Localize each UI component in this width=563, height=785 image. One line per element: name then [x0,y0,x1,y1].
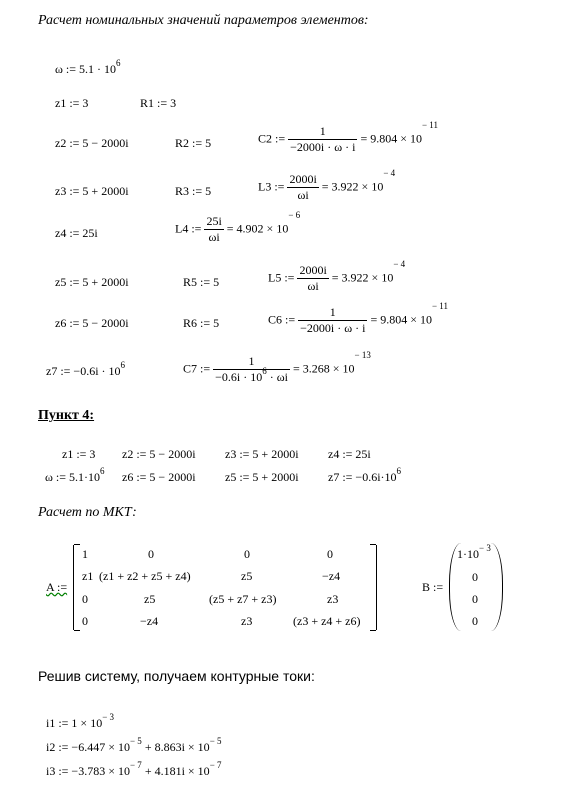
z4-definition: z4 := 25i [55,226,98,240]
solve-text: Решив систему, получаем контурные токи: [38,668,315,684]
l4-lhs: L4 := [175,221,202,236]
p4-z4: z4 := 25i [328,447,371,461]
p4-z3: z3 := 5 + 2000i [225,447,299,461]
l3-exp: − 4 [383,168,396,178]
c7-result: = 3.268 × 10 [292,361,355,376]
c6-fraction [298,305,367,336]
matrix-a-cell: 0 [244,547,250,561]
l5-lhs: L5 := [268,270,295,285]
c2-denominator: −2000i · ω · i [290,140,356,154]
c2-exp: − 11 [421,120,438,130]
p4-z1: z1 := 3 [62,447,96,461]
l5-result: = 3.922 × 10 [331,270,394,285]
i1-exp: − 3 [102,712,115,722]
l4-fraction [204,214,223,245]
punkt4-title: Пункт 4: [38,408,95,423]
matrix-a-cell: (z3 + z4 + z6) [293,614,361,628]
p4-omega [45,466,105,485]
matrix-a-cell: 1 [82,547,88,561]
i2-real: i2 := −6.447 × 10 [46,740,130,754]
l3-fraction [287,172,318,203]
z6-definition: z6 := 5 − 2000i [55,316,129,330]
vector-b-cell: 0 [472,592,478,606]
l4-formula [175,210,301,245]
c7-den-exp: 6 [262,366,267,376]
vector-b-exp: − 3 [479,543,491,553]
p4-z5: z5 := 5 + 2000i [225,470,299,484]
c6-exp: − 11 [431,301,448,311]
c7-den-a: −0.6i · 10 [215,370,263,384]
p4-z7 [328,466,402,485]
vector-b-cell: 0 [472,570,478,584]
l4-denominator: ωi [208,230,220,244]
section-heading: Расчет номинальных значений параметров элементов: [38,13,369,28]
l5-formula [268,259,406,294]
matrix-a-cell: 0 [327,547,333,561]
current-i2 [46,736,222,755]
mkt-heading: Расчет по МКТ: [38,505,137,520]
c7-den-b: · ωi [266,370,288,384]
c6-numerator: 1 [298,305,367,321]
l5-denominator: ωi [307,279,319,293]
z7-definition [46,360,126,379]
l5-fraction [297,263,328,294]
c2-fraction [288,124,357,155]
current-i3 [46,760,222,779]
i3-imag-exp: − 7 [209,760,222,770]
c2-numerator: 1 [288,124,357,140]
i3-imag: + 4.181i × 10 [141,764,210,778]
matrix-a-name: A := [46,580,68,594]
matrix-a-cell: 0 [148,547,154,561]
matrix-a [73,545,377,630]
i1-value: i1 := 1 × 10 [46,716,103,730]
vector-b-cell [457,543,491,562]
vector-b-label: B := [422,580,444,594]
i3-real: i3 := −3.783 × 10 [46,764,130,778]
c7-lhs: C7 := [183,361,211,376]
omega-definition [55,58,121,77]
p4-z2: z2 := 5 − 2000i [122,447,196,461]
c7-denominator [213,366,290,385]
matrix-a-cell: −z4 [140,614,159,628]
p4-omega-exp: 6 [100,466,105,476]
l5-exp: − 4 [393,259,406,269]
current-i1 [46,712,115,731]
c7-fraction [213,354,290,385]
z5-definition: z5 := 5 + 2000i [55,275,129,289]
l3-formula [258,168,396,203]
matrix-a-cell: 0 [82,592,88,606]
i2-imag: + 8.863i × 10 [141,740,210,754]
z1-definition: z1 := 3 [55,96,89,110]
c7-numerator: 1 [213,354,290,370]
l4-exp: − 6 [288,210,301,220]
l3-denominator: ωi [297,188,309,202]
l3-numerator: 2000i [289,172,317,186]
z3-definition: z3 := 5 + 2000i [55,184,129,198]
c2-result: = 9.804 × 10 [360,131,422,146]
matrix-a-cell: z1 [82,569,94,583]
omega-lhs: ω := 5.1 · 10 [55,62,116,76]
l3-lhs: L3 := [258,179,285,194]
matrix-a-cell: −z4 [322,569,341,583]
l5-numerator: 2000i [299,263,327,277]
matrix-a-cell: (z1 + z2 + z5 + z4) [99,569,191,583]
matrix-a-cell: (z5 + z7 + z3) [209,592,277,606]
vector-b-first: 1·10 [457,547,479,561]
l4-result: = 4.902 × 10 [226,221,289,236]
p4-z7-lhs: z7 := −0.6i·10 [328,470,397,484]
l4-numerator: 25i [206,214,222,228]
p4-omega-lhs: ω := 5.1·10 [45,470,100,484]
i2-imag-exp: − 5 [209,736,222,746]
matrix-a-cell: z3 [327,592,339,606]
r2-definition: R2 := 5 [175,136,212,150]
c7-formula [183,350,371,385]
matrix-a-cell: z5 [241,569,253,583]
l3-result: = 3.922 × 10 [321,179,384,194]
c7-exp: − 13 [354,350,371,360]
matrix-a-cell: z5 [144,592,156,606]
matrix-a-cell: z3 [241,614,253,628]
c2-lhs: C2 := [258,131,286,146]
r6-definition: R6 := 5 [183,316,220,330]
c2-formula [258,120,438,155]
i2-real-exp: − 5 [129,736,142,746]
p4-z7-exp: 6 [396,466,402,476]
r3-definition: R3 := 5 [175,184,212,198]
r5-definition: R5 := 5 [183,275,220,289]
vector-b-cell: 0 [472,614,478,628]
c6-denominator: −2000i · ω · i [300,321,366,335]
omega-exp: 6 [116,58,121,68]
vector-b [449,543,503,631]
z2-definition: z2 := 5 − 2000i [55,136,129,150]
c6-formula [268,301,448,336]
c6-lhs: C6 := [268,312,296,327]
z7-lhs: z7 := −0.6i · 10 [46,364,121,378]
c6-result: = 9.804 × 10 [370,312,432,327]
p4-z6: z6 := 5 − 2000i [122,470,196,484]
i3-real-exp: − 7 [129,760,142,770]
z7-exp: 6 [120,360,126,370]
r1-definition: R1 := 3 [140,96,177,110]
matrix-a-cell: 0 [82,614,88,628]
matrix-a-label [46,580,67,595]
